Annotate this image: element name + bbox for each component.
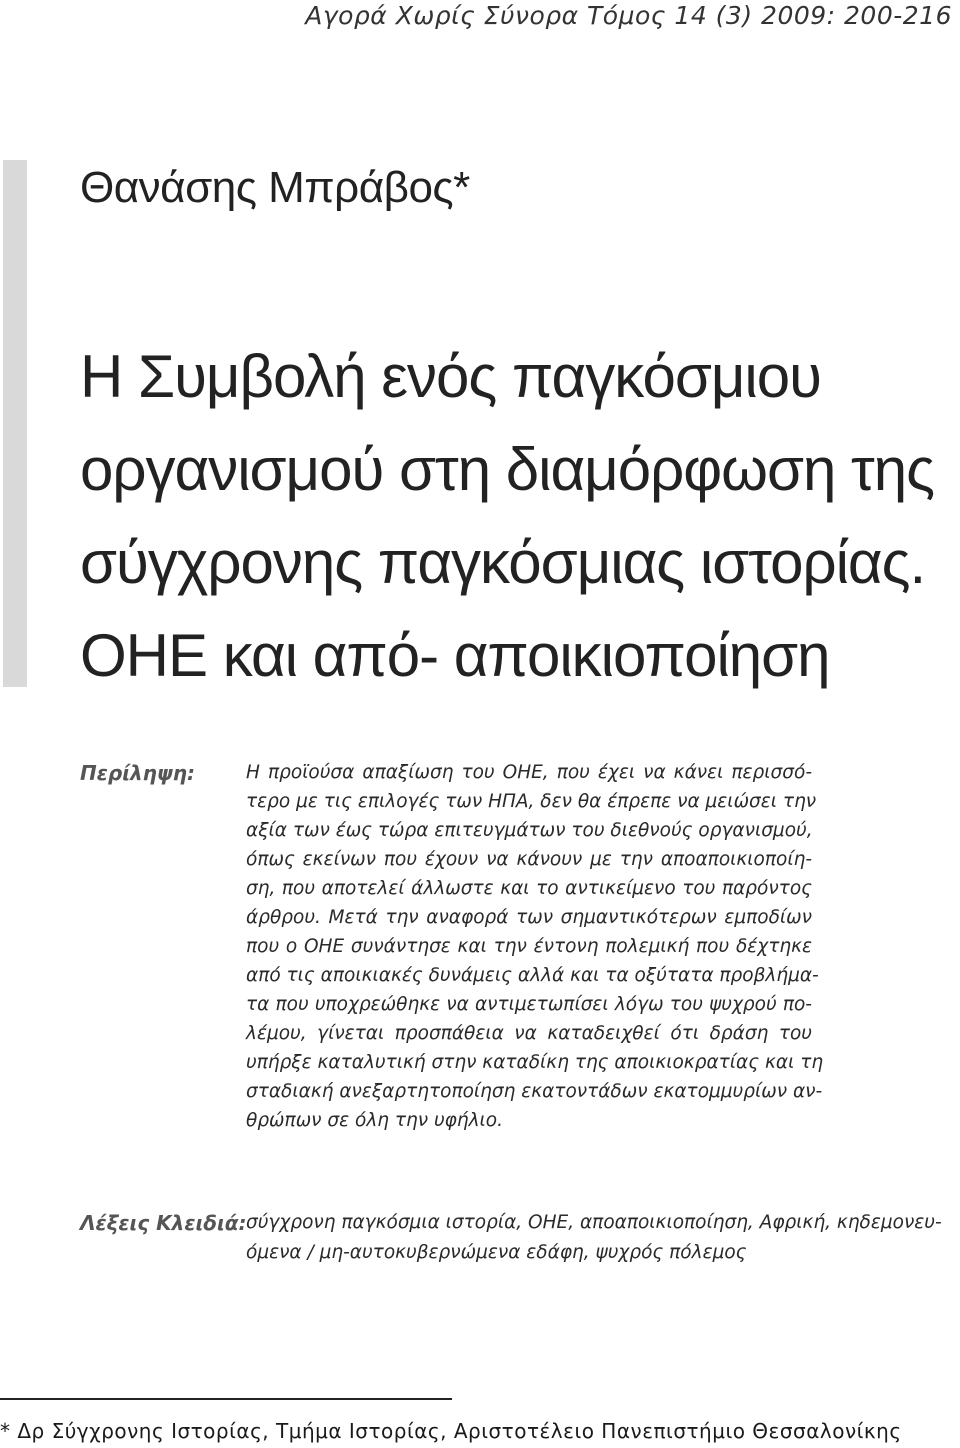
- abstract-line: αξία των έως τώρα επιτευγμάτων του διεθνούς οργανισμού,: [246, 820, 813, 841]
- abstract-line: τερο με τις επιλογές των ΗΠΑ, δεν θα έπρεπε να μειώσει την: [246, 791, 817, 812]
- abstract-line: λέμου, γίνεται προσπάθεια να καταδειχθεί ότι δράση του: [246, 1023, 812, 1044]
- title-line: σύγχρονης παγκόσμιας ιστορίας.: [80, 529, 926, 596]
- abstract-body: [246, 758, 824, 1135]
- keywords-line: σύγχρονη παγκόσμια ιστορία, ΟΗΕ, αποαποικιοποίηση, Αφρική, κηδεμονευ-: [246, 1212, 942, 1233]
- article-title: [80, 330, 950, 702]
- running-head: Αγορά Χωρίς Σύνορα Τόμος 14 (3) 2009: 200-216: [305, 1, 952, 30]
- abstract-line: άρθρου. Μετά την αναφορά των σημαντικότερων εμποδίων: [246, 907, 812, 928]
- abstract-line: από τις αποικιακές δυνάμεις αλλά και τα οξύτατα προβλήμα-: [246, 965, 819, 986]
- abstract-line: τα που υποχρεώθηκε να αντιμετωπίσει λόγω του ψυχρού πο-: [246, 994, 812, 1015]
- footnote-divider: [0, 1398, 452, 1400]
- keywords-line: όμενα / μη-αυτοκυβερνώμενα εδάφη, ψυχρός πόλεμος: [246, 1242, 747, 1263]
- abstract-line: υπήρξε καταλυτική στην καταδίκη της αποικιοκρατίας και τη: [246, 1052, 824, 1073]
- decorative-side-bar: [3, 160, 27, 687]
- title-line: Η Συμβολή ενός παγκόσμιου: [80, 343, 821, 410]
- abstract-line: σταδιακή ανεξαρτητοποίηση εκατοντάδων εκατομμυρίων αν-: [246, 1081, 823, 1102]
- title-line: οργανισμού στη διαμόρφωση της: [80, 436, 935, 503]
- keywords-label: Λέξεις Κλειδιά:: [80, 1211, 247, 1235]
- keywords-body: [246, 1208, 960, 1268]
- abstract-line: ση, που αποτελεί άλλωστε και το αντικείμενο του παρόντος: [246, 878, 812, 899]
- abstract-line: θρώπων σε όλη την υφήλιο.: [246, 1110, 503, 1131]
- abstract-label: Περίληψη:: [80, 761, 195, 785]
- title-line: ΟΗΕ και από- αποικιοποίηση: [80, 622, 830, 689]
- author-footnote: * Δρ Σύγχρονης Ιστορίας, Τμήμα Ιστορίας, Αριστοτέλειο Πανεπιστήμιο Θεσσαλονίκης: [0, 1419, 902, 1443]
- abstract-line: που ο ΟΗΕ συνάντησε και την έντονη πολεμική που δέχτηκε: [246, 936, 812, 957]
- abstract-line: Η προϊούσα απαξίωση του ΟΗΕ, που έχει να κάνει περισσό-: [246, 762, 812, 783]
- author-name: Θανάσης Μπράβος*: [80, 163, 470, 212]
- abstract-line: όπως εκείνων που έχουν να κάνουν με την αποαποικιοποίη-: [246, 849, 812, 870]
